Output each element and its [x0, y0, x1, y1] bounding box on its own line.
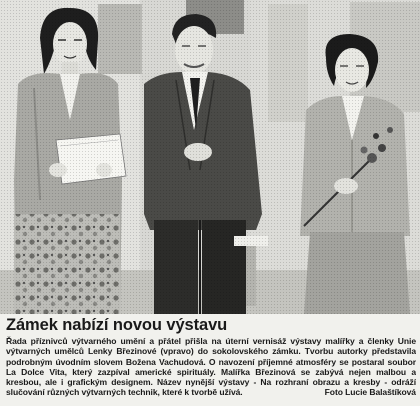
article-line-4: La Dolce Vita, který zazpíval americké spirituály. Malířka Březinová se zabývá nejen malbou a: [6, 366, 416, 377]
article-line-1: Řada příznivců výtvarného umění a přátel přišla na úterní vernisáž výstavy malířky a členky Unie: [6, 336, 416, 346]
article-body: [6, 336, 416, 398]
article-line-5: kresbou, ale i grafickým designem. Název nynější výstavy - Na rozhraní obrazu a kresby - odráží: [6, 377, 416, 388]
article-last-line: [6, 387, 416, 397]
article-line-3: podrobným úvodním slovem Božena Vachudová. O navození příjemné atmosféry se postaral soubor: [6, 356, 416, 367]
article-headline: Zámek nabízí novou výstavu: [6, 316, 228, 334]
article-line-6: slučování různých výtvarných technik, které k tvorbě užívá.: [6, 387, 243, 398]
photo-credit: Foto Lucie Balaštíková: [324, 387, 416, 398]
article-line-2: výtvarných umělců Lenky Březinové (vpravo) do sokolovského zámku. Tvorbu autorky představila: [6, 346, 416, 357]
